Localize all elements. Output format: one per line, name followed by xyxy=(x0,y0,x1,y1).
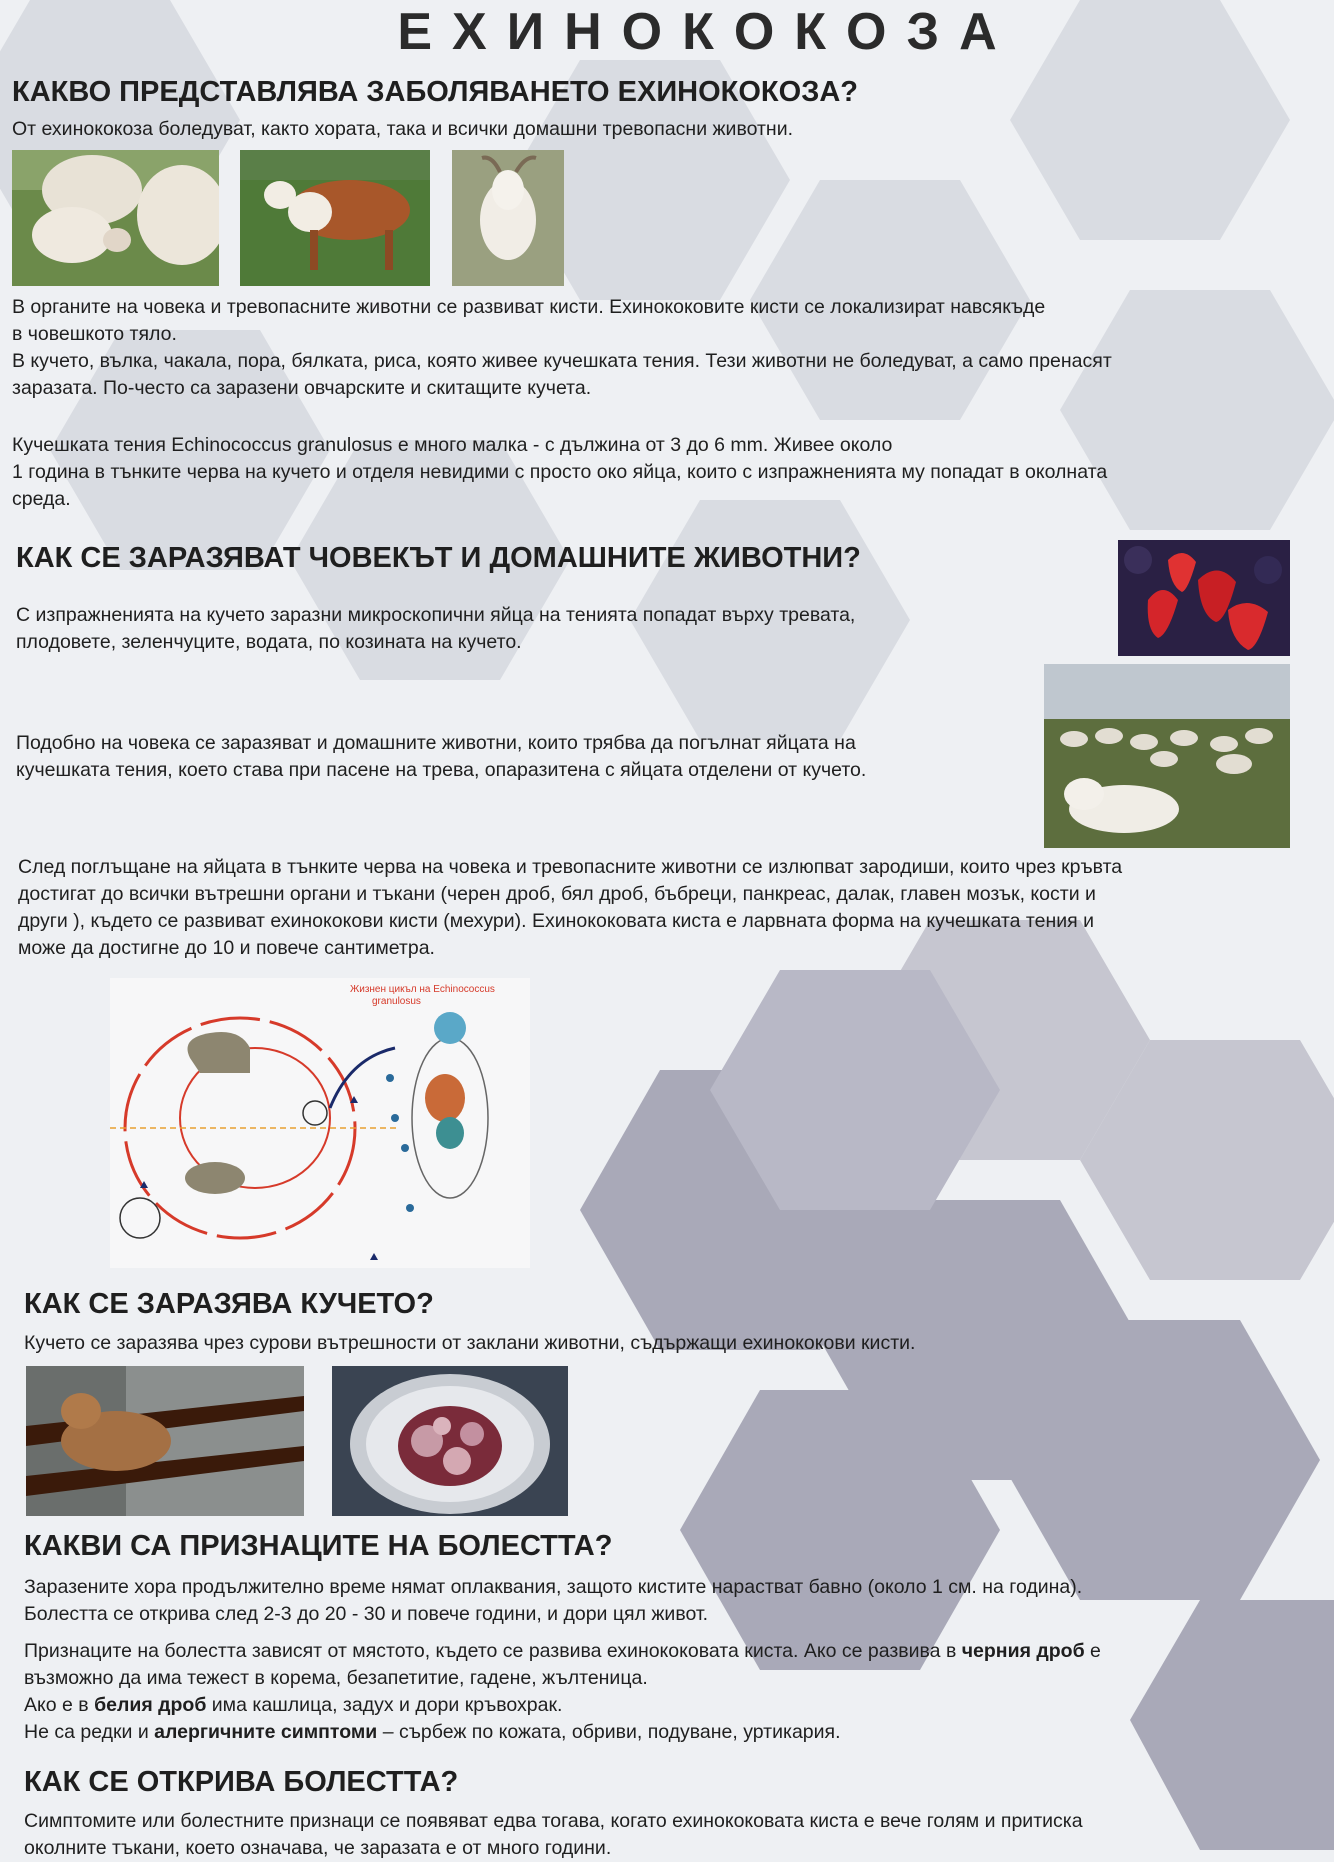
carriers-text-2: заразата. По-често са заразени овчарските и скитащите кучета. xyxy=(12,377,592,399)
section-heading-what-is: КАКВО ПРЕДСТАВЛЯВА ЗАБОЛЯВАНЕТО ЕХИНОКОКОЗА? xyxy=(12,76,859,108)
larvae-text-1: След поглъщане на яйцата в тънките черва на човека и тревопасните животни се излюпват зародиши, които чрез кръвта xyxy=(18,856,1123,878)
symptoms-text-6: Не са редки и алергичните симптоми – сърбеж по кожата, обриви, подуване, уртикария. xyxy=(24,1721,841,1743)
cow-photo xyxy=(240,150,430,286)
symptoms-text-1: Заразените хора продължително време нямат оплаквания, защото кистите нарастват бавно (около 1 см. на година). xyxy=(24,1576,1083,1598)
eggs-text-1: С изпражненията на кучето заразни микроскопични яйца на тенията попадат върху тревата, xyxy=(16,604,856,626)
sheepdog-flock-photo xyxy=(1044,664,1290,848)
section-heading-symptoms: КАКВИ СА ПРИЗНАЦИТЕ НА БОЛЕСТТА? xyxy=(24,1530,613,1562)
detection-text-2: околните тъкани, което означава, че заразата е от много години. xyxy=(24,1837,612,1859)
symptoms-text-5: Ако е в белия дроб има кашлица, задух и дори кръвохрак. xyxy=(24,1694,563,1716)
diagram-title-2: granulosus xyxy=(372,996,421,1007)
page-title: ЕХИНОКОКОЗА xyxy=(397,3,1017,61)
berries-photo xyxy=(1118,540,1290,656)
section-heading-dog-infection: КАК СЕ ЗАРАЗЯВА КУЧЕТО? xyxy=(24,1288,434,1320)
tapeworm-text-3: среда. xyxy=(12,488,71,510)
eggs-text-2: плодовете, зеленчуците, водата, по козината на кучето. xyxy=(16,631,522,653)
dog-infection-text: Кучето се заразява чрез сурови вътрешности от заклани животни, съдържащи ехинококови кисти. xyxy=(24,1332,916,1354)
goat-photo xyxy=(452,150,564,286)
larvae-text-4: може да достигне до 10 и повече сантиметра. xyxy=(18,937,435,959)
section-heading-detection: КАК СЕ ОТКРИВА БОЛЕСТТА? xyxy=(24,1766,459,1798)
symptoms-text-4: възможно да има тежест в корема, безапетитие, гадене, жълтеница. xyxy=(24,1667,648,1689)
organs-text-1: В органите на човека и тревопасните животни се развиват кисти. Ехинококовите кисти се локализират навсякъде xyxy=(12,296,1046,318)
section-heading-how-infected: КАК СЕ ЗАРАЗЯВАТ ЧОВЕКЪТ И ДОМАШНИТЕ ЖИВОТНИ? xyxy=(16,542,861,574)
animals-infection-text-1: Подобно на човека се заразяват и домашните животни, които трябва да погълнат яйцата на xyxy=(16,732,856,754)
organs-text-2: в човешкото тяло. xyxy=(12,323,177,345)
intro-text: От ехинококоза боледуват, както хората, така и всички домашни тревопасни животни. xyxy=(12,118,794,140)
dog-photo xyxy=(26,1366,304,1516)
cyst-organ-photo xyxy=(332,1366,568,1516)
sheep-photo xyxy=(12,150,219,286)
carriers-text-1: В кучето, вълка, чакала, пора, бялката, риса, която живее кучешката тения. Тези животни не боледуват, а само пренасят xyxy=(12,350,1112,372)
symptoms-text-3: Признаците на болестта зависят от мястото, където се развива ехинококовата киста. Ако се развива в черния дроб е xyxy=(24,1640,1101,1662)
detection-text-1: Симптомите или болестните признаци се появяват едва тогава, когато ехинококовата киста е вече голям и притиска xyxy=(24,1810,1083,1832)
diagram-title-1: Жизнен цикъл на Echinococcus xyxy=(350,984,495,995)
larvae-text-2: достигат до всички вътрешни органи и тъкани (черен дроб, бял дроб, бъбреци, панкреас, далак, главен мозък, кости и xyxy=(18,883,1096,905)
larvae-text-3: други ), където се развиват ехинококови кисти (мехури). Ехинококовата киста е ларвната форма на кучешката тения и xyxy=(18,910,1094,932)
life-cycle-diagram xyxy=(110,978,530,1268)
tapeworm-text-1: Кучешката тения Echinococcus granulosus е много малка - с дължина от 3 до 6 mm. Живее около xyxy=(12,434,893,456)
symptoms-text-2: Болестта се открива след 2-3 до 20 - 30 и повече години, и дори цял живот. xyxy=(24,1603,709,1625)
animals-infection-text-2: кучешката тения, което става при пасене на трева, опаразитена с яйцата отделени от кучето. xyxy=(16,759,867,781)
tapeworm-text-2: 1 година в тънките черва на кучето и отделя невидими с просто око яйца, които с изпражненията му попадат в околната xyxy=(12,461,1108,483)
